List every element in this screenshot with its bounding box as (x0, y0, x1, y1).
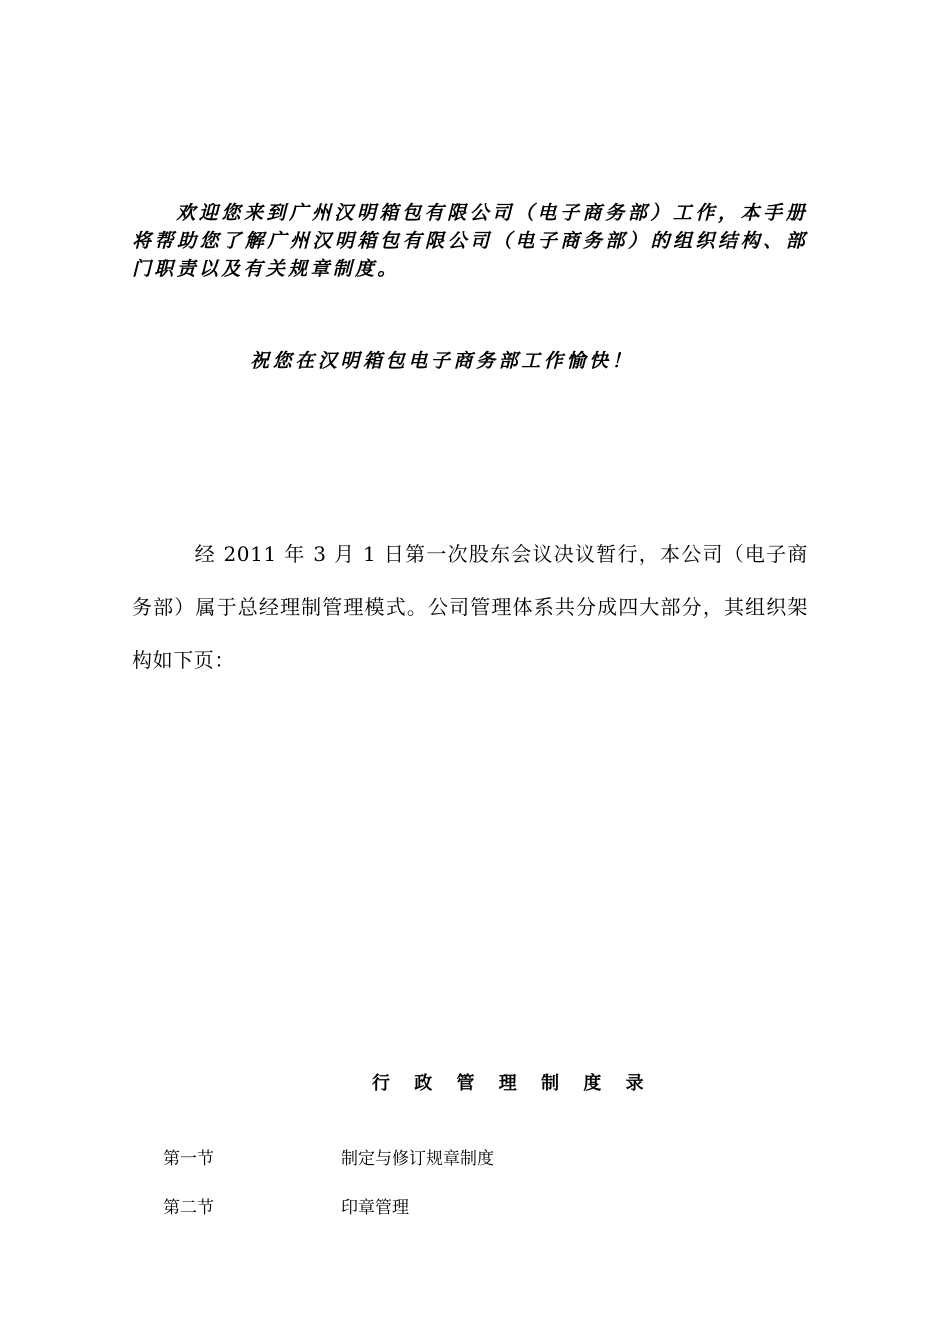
intro-paragraph (132, 528, 808, 687)
welcome-paragraph (132, 199, 808, 283)
toc-section-name: 制定与修订规章制度 (341, 1149, 494, 1169)
toc-section-number: 第一节 (163, 1149, 214, 1169)
toc-section-number: 第二节 (163, 1198, 214, 1218)
welcome-wish: 祝您在汉明箱包电子商务部工作愉快！ (250, 350, 635, 372)
toc-title: 行 政 管 理 制 度 录 (372, 1073, 653, 1094)
welcome-text: 欢迎您来到广州汉明箱包有限公司（电子商务部）工作，本手册将帮助您了解广州汉明箱包有限公司（电子商务部）的组织结构、部门职责以及有关规章制度。 (132, 202, 808, 280)
intro-text: 经 2011 年 3 月 1 日第一次股东会议决议暂行，本公司（电子商务部）属于总经理制管理模式。公司管理体系共分成四大部分，其组织架构如下页： (132, 542, 808, 672)
toc-item (163, 1146, 563, 1172)
toc-item (163, 1195, 563, 1221)
toc-section-name: 印章管理 (341, 1198, 409, 1218)
